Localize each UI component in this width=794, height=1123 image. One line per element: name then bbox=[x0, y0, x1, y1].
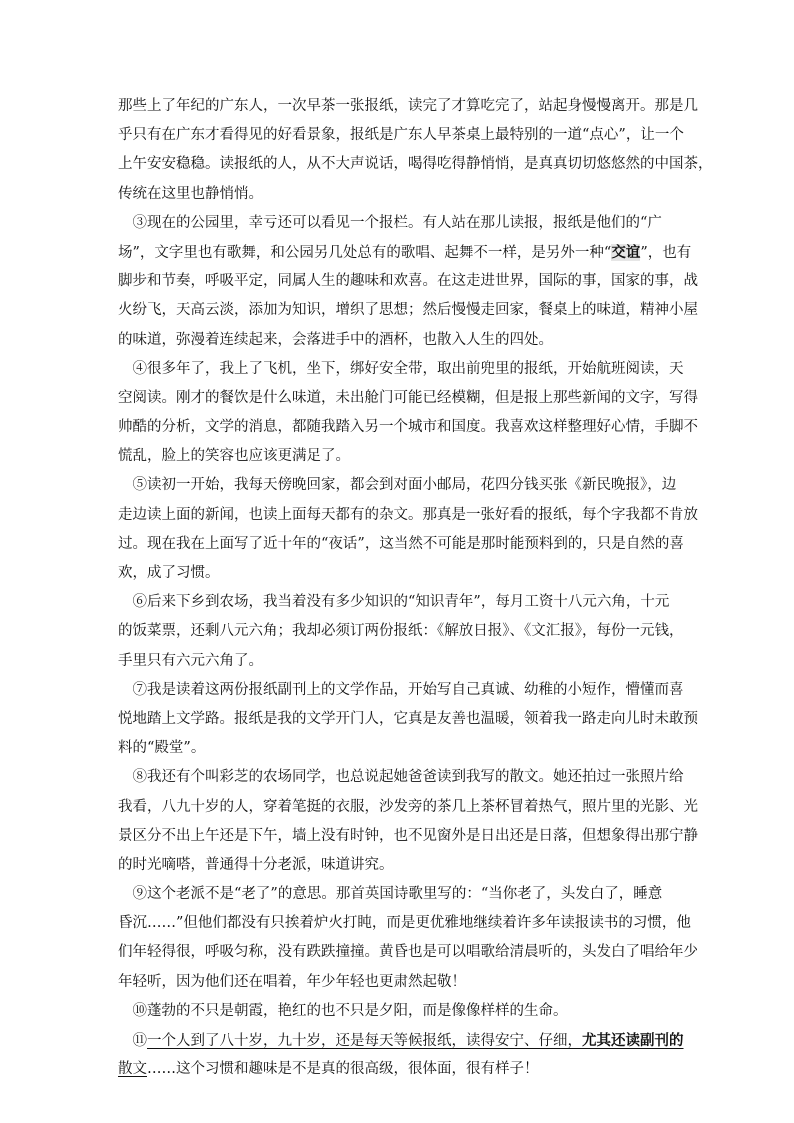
paragraph-4 bbox=[118, 355, 698, 472]
text-line: 欢，成了习惯。 bbox=[118, 565, 220, 581]
text-line: 火纷飞，天高云淡，添加为知识，增织了思想；然后慢慢走回家，餐桌上的味道，精神小屋 bbox=[118, 302, 698, 319]
text-line: 过。现在我在上面写了近十年的“夜话”，这当然不可能是那时能预料到的，只是自然的喜 bbox=[118, 535, 684, 552]
text-line: 的时光嘀嗒，普通得十分老派，味道讲究。 bbox=[118, 856, 394, 873]
paragraph-6 bbox=[118, 588, 684, 676]
text-line: 慌乱，脸上的笑容也应该更满足了。 bbox=[118, 448, 350, 465]
bold-underlined-text: 尤其还读副刊的 bbox=[582, 1032, 684, 1049]
text-line: 的饭菜票，还剩八元六角；我却必须订两份报纸：《解放日报》、《文汇报》，每份一元钱， bbox=[118, 623, 684, 640]
text-line bbox=[118, 1055, 678, 1084]
text-span: ……这个习惯和趣味是不是真的很高级，很体面，很有样子！ bbox=[147, 1061, 539, 1078]
paragraph-11 bbox=[118, 1026, 684, 1084]
text-line: 传统在这里也静悄悄。 bbox=[118, 185, 263, 202]
text-line: ⑧我还有个叫彩芝的农场同学，也总说起她爸爸读到我写的散文。她还拍过一张照片给 bbox=[118, 769, 684, 786]
text-line bbox=[118, 238, 692, 267]
text-line: 走边读上面的新闻，也读上面每天都有的杂文。那真是一张好看的报纸，每个字我都不肯放 bbox=[118, 506, 698, 523]
text-line bbox=[118, 1026, 684, 1055]
highlighted-word: 交谊 bbox=[611, 243, 641, 261]
text-line: 料的“殿堂”。 bbox=[118, 740, 206, 757]
text-line: ④很多年了，我上了飞机，坐下，绑好安全带，取出前兜里的报纸，开始航班阅读，天 bbox=[118, 360, 684, 377]
text-line: ⑤读初一开始，我每天傍晚回家，都会到对面小邮局，花四分钱买张《新民晚报》，边 bbox=[118, 477, 677, 494]
text-line: 年轻听，因为他们还在唱着，年少年轻也更肃然起敬！ bbox=[118, 973, 466, 990]
paragraph-marker: ⑪ bbox=[118, 1033, 147, 1049]
document-page bbox=[118, 92, 713, 1084]
text-line: 悦地踏上文学路。报纸是我的文学开门人，它真是友善也温暖，领着我一路走向儿时未敢预 bbox=[118, 710, 698, 727]
text-line: 上午安安稳稳。读报纸的人，从不大声说话，喝得吃得静悄悄，是真真切切悠悠然的中国茶， bbox=[118, 156, 713, 173]
text-line: 们年轻得很，呼吸匀称，没有跌跌撞撞。黄昏也是可以唱歌给清晨听的，头发白了唱给年少 bbox=[118, 944, 698, 961]
paragraph-7 bbox=[118, 676, 698, 764]
text-line: ⑩蓬勃的不只是朝霞，艳红的也不只是夕阳，而是像像样样的生命。 bbox=[118, 1002, 568, 1019]
paragraph-3 bbox=[118, 209, 698, 355]
text-line: ⑥后来下乡到农场，我当着没有多少知识的“知识青年”，每月工资十八元六角，十元 bbox=[118, 594, 670, 611]
text-line: ⑨这个老派不是“老了”的意思。那首英国诗歌里写的：“当你老了，头发白了，睡意 bbox=[118, 886, 663, 903]
text-line: 那些上了年纪的广东人，一次早茶一张报纸，读完了才算吃完了，站起身慢慢离开。那是几 bbox=[118, 98, 698, 114]
underlined-text: 散文 bbox=[118, 1061, 147, 1078]
text-line: 景区分不出上午还是下午，墙上没有时钟，也不见窗外是日出还是日落，但想象得出那宁静 bbox=[118, 827, 698, 844]
text-line: ③现在的公园里，幸亏还可以看见一个报栏。有人站在那儿读报，报纸是他们的“广 bbox=[118, 214, 662, 231]
text-line: 乎只有在广东才看得见的好看景象，报纸是广东人早茶桌上最特别的一道“点心”，让一个 bbox=[118, 127, 684, 144]
paragraph-9 bbox=[118, 880, 698, 997]
paragraph-5 bbox=[118, 471, 698, 588]
text-span: ”，也有 bbox=[640, 244, 692, 261]
text-line: ⑦我是读着这两份报纸副刊上的文学作品，开始写自己真诚、幼稚的小短作，懵懂而喜 bbox=[118, 681, 684, 698]
paragraph-continued bbox=[118, 92, 713, 209]
text-line: 帅酷的分析，文学的消息，都随我踏入另一个城市和国度。我喜欢这样整理好心情，手脚不 bbox=[118, 419, 698, 436]
paragraph-8 bbox=[118, 763, 698, 880]
text-line: 我看，八九十岁的人，穿着笔挺的衣服，沙发旁的茶几上茶杯冒着热气，照片里的光影、光 bbox=[118, 798, 698, 815]
text-line: 脚步和节奏，呼吸平定，同属人生的趣味和欢喜。在这走进世界，国际的事，国家的事，战 bbox=[118, 273, 698, 290]
text-line: 手里只有六元六角了。 bbox=[118, 652, 263, 669]
paragraph-10 bbox=[118, 997, 678, 1026]
text-line: 的味道，弥漫着连续起来，会落进手中的酒杯，也散入人生的四处。 bbox=[118, 331, 553, 348]
underlined-text: 一个人到了八十岁，九十岁，还是每天等候报纸，读得安宁、仔细， bbox=[147, 1033, 582, 1049]
text-line: 昏沉……”但他们都没有只挨着炉火打盹，而是更优雅地继续着许多年读报读书的习惯，他 bbox=[118, 915, 691, 932]
text-line: 空阅读。刚才的餐饮是什么味道，未出舱门可能已经模糊，但是报上那些新闻的文字，写得 bbox=[118, 389, 698, 406]
text-span: 场”，文字里也有歌舞，和公园另几处总有的歌唱、起舞不一样，是另外一种“ bbox=[118, 244, 612, 261]
